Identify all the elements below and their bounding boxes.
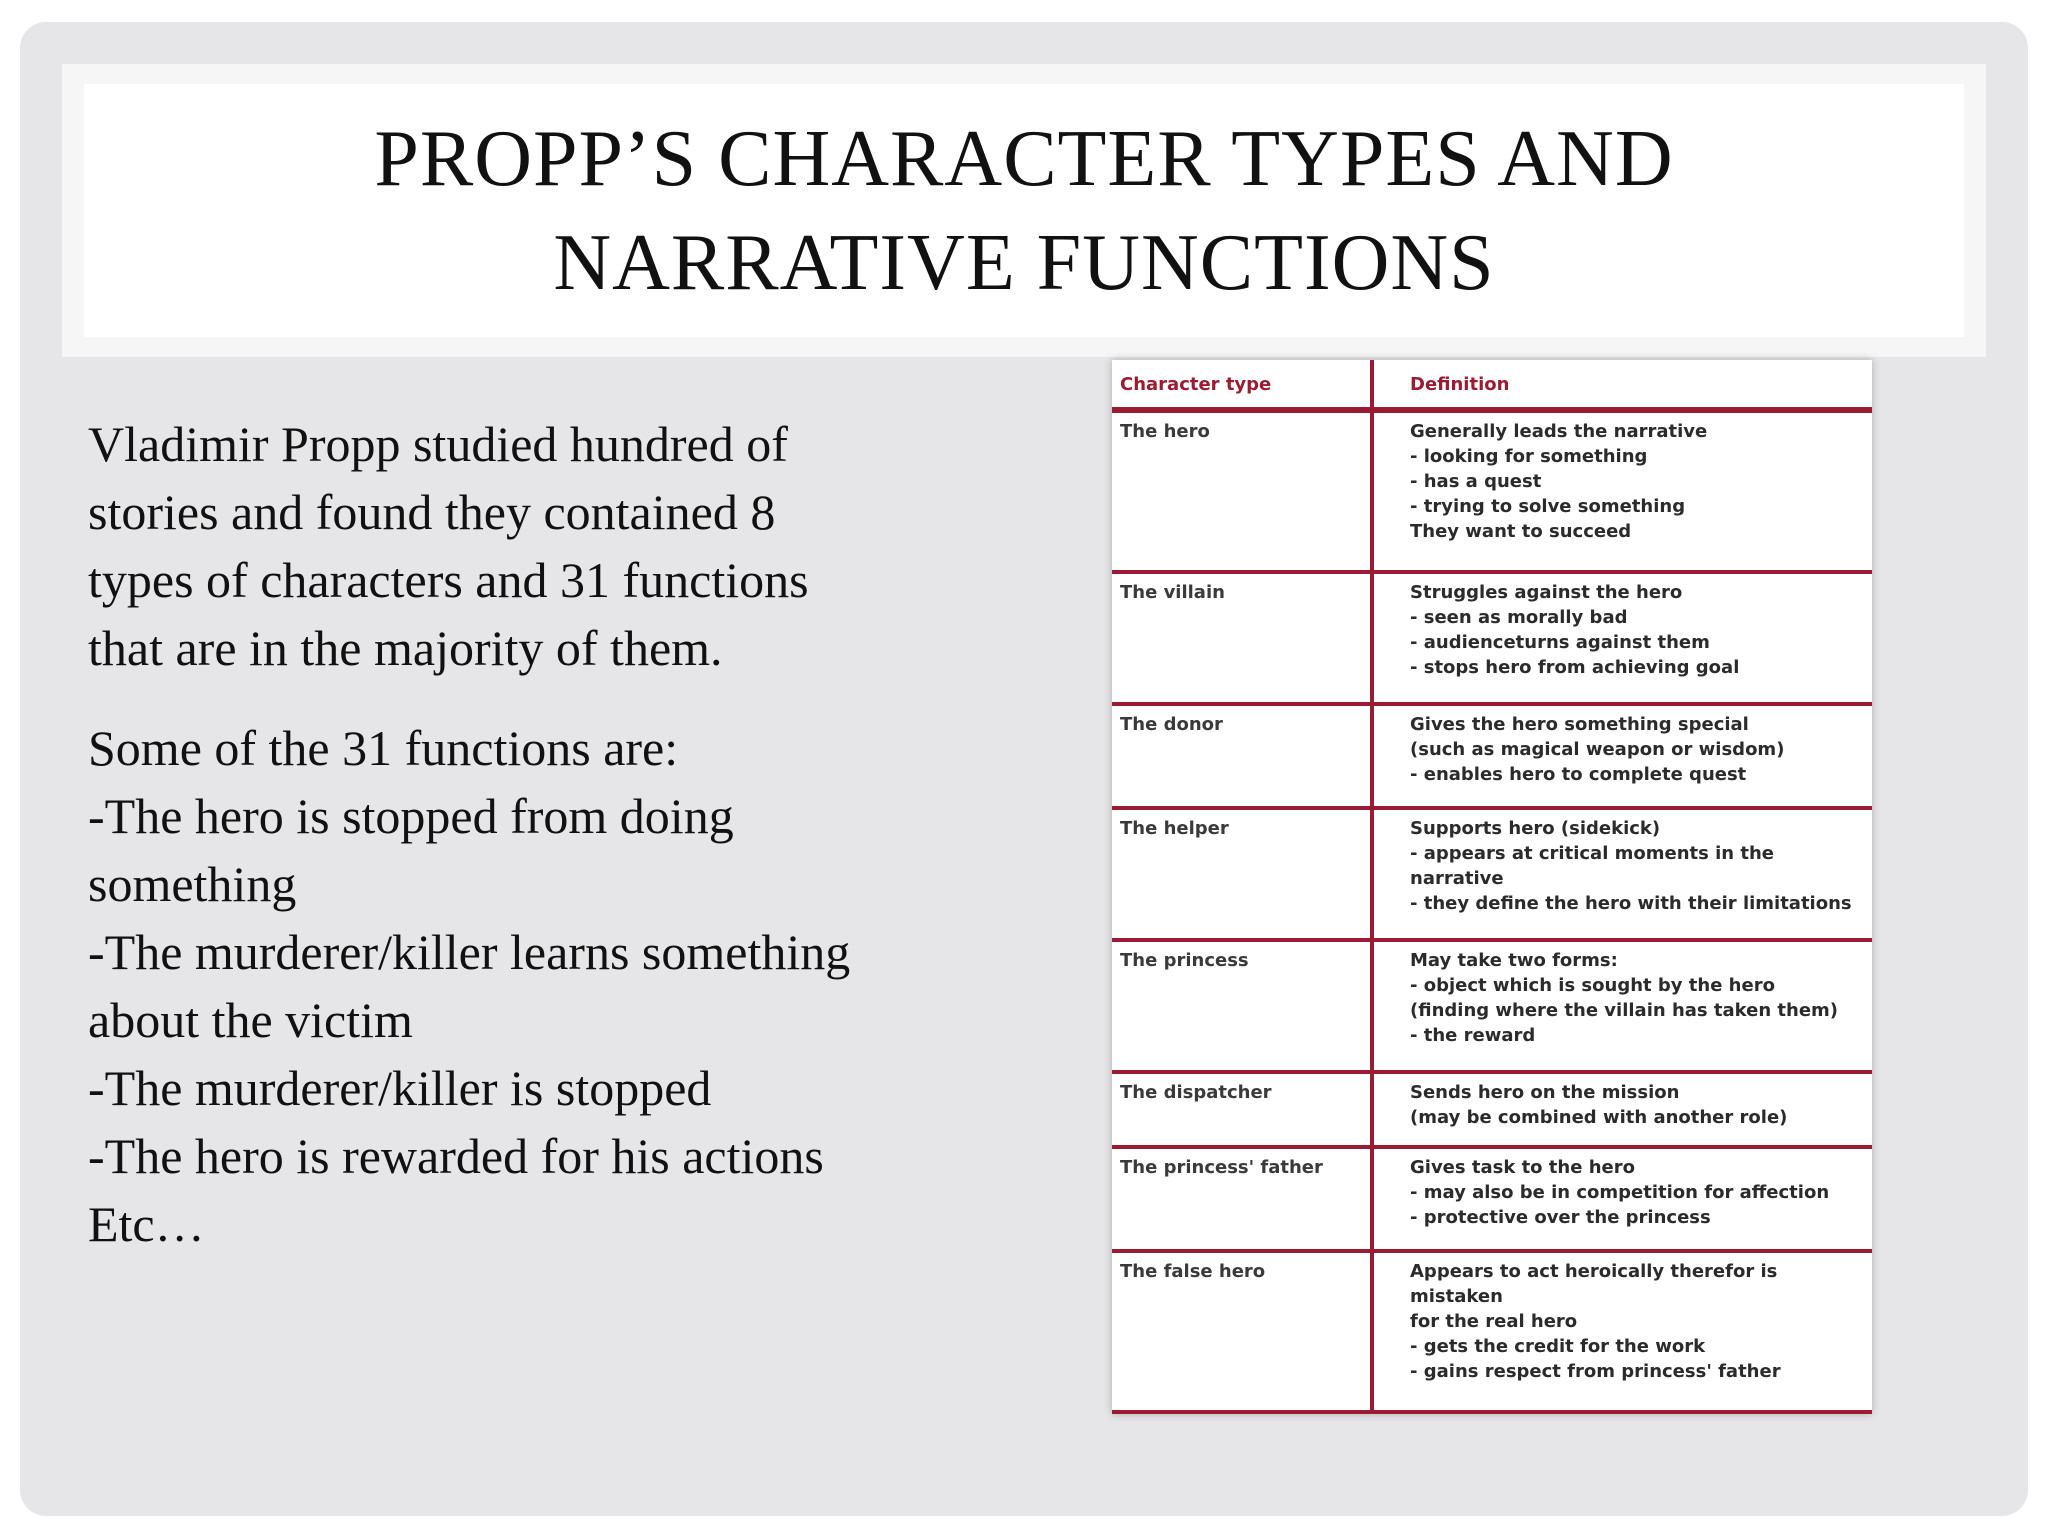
header-definition: Definition	[1372, 360, 1872, 410]
definition-cell	[1372, 1072, 1872, 1147]
character-type-cell: The princess	[1112, 940, 1372, 1072]
character-type-cell: The dispatcher	[1112, 1072, 1372, 1147]
slide-title	[374, 107, 1673, 315]
definition-line: - the reward	[1410, 1025, 1536, 1047]
definition-line: - trying to solve something	[1410, 496, 1686, 517]
definition-line: - they define the hero with their limitations	[1410, 892, 1852, 914]
title-band	[62, 64, 1986, 357]
table-row	[1112, 704, 1872, 808]
character-type-cell: The donor	[1112, 704, 1372, 808]
header-character-type: Character type	[1112, 360, 1372, 410]
functions-line: Etc…	[88, 1196, 205, 1252]
slide-title-line-2: NARRATIVE FUNCTIONS	[553, 218, 1495, 307]
definition-line: (may be combined with another role)	[1410, 1107, 1788, 1129]
definition-line: - audienceturns against them	[1410, 631, 1710, 653]
definition-line: - seen as morally bad	[1410, 606, 1628, 628]
definition-line: - stops hero from achieving goal	[1410, 656, 1740, 678]
definition-line: May take two forms:	[1410, 950, 1618, 972]
definition-line: - gets the credit for the work	[1410, 1336, 1706, 1358]
table-row	[1112, 572, 1872, 704]
definition-line: (finding where the villain has taken them)	[1410, 1000, 1839, 1022]
table-row	[1112, 1072, 1872, 1147]
table-row	[1112, 1251, 1872, 1412]
character-types-table-image	[1112, 360, 1872, 1414]
definition-cell	[1372, 1147, 1872, 1251]
definition-line: for the real hero	[1410, 1311, 1578, 1333]
definition-cell	[1372, 704, 1872, 808]
definition-line: Struggles against the hero	[1410, 581, 1683, 603]
definition-cell	[1372, 808, 1872, 940]
definition-line: Supports hero (sidekick)	[1410, 817, 1661, 839]
definition-line: Generally leads the narrative	[1410, 421, 1708, 442]
definition-line: - has a quest	[1410, 471, 1542, 492]
definition-line: Gives task to the hero	[1410, 1157, 1635, 1179]
definition-line: - object which is sought by the hero	[1410, 975, 1775, 997]
intro-line: types of characters and 31 functions	[88, 552, 809, 608]
character-type-cell: The hero	[1112, 410, 1372, 572]
table-row	[1112, 410, 1872, 572]
body-text	[88, 410, 1048, 1290]
definition-line: Gives the hero something special	[1410, 714, 1749, 736]
functions-line: -The hero is rewarded for his actions	[88, 1128, 824, 1184]
character-type-cell: The princess' father	[1112, 1147, 1372, 1251]
functions-paragraph	[88, 714, 1048, 1258]
intro-paragraph	[88, 410, 1048, 682]
functions-line: about the victim	[88, 992, 413, 1048]
functions-line: -The murderer/killer is stopped	[88, 1060, 712, 1116]
definition-line: - looking for something	[1410, 446, 1648, 467]
definition-cell	[1372, 940, 1872, 1072]
definition-line: - protective over the princess	[1410, 1207, 1711, 1229]
definition-line: - enables hero to complete quest	[1410, 764, 1747, 786]
definition-cell	[1372, 410, 1872, 572]
definition-line: Appears to act heroically therefor is mistaken	[1410, 1261, 1778, 1308]
character-types-table	[1112, 360, 1872, 1414]
intro-line: stories and found they contained 8	[88, 484, 776, 540]
functions-line: -The hero is stopped from doing	[88, 788, 734, 844]
definition-line: - may also be in competition for affection	[1410, 1182, 1830, 1204]
intro-line: Vladimir Propp studied hundred of	[88, 416, 788, 472]
title-box	[84, 84, 1964, 337]
definition-cell	[1372, 572, 1872, 704]
functions-line: -The murderer/killer learns something	[88, 924, 851, 980]
table-row	[1112, 1147, 1872, 1251]
intro-line: that are in the majority of them.	[88, 620, 723, 676]
character-type-cell: The villain	[1112, 572, 1372, 704]
definition-line: - gains respect from princess' father	[1410, 1361, 1781, 1383]
definition-line: (such as magical weapon or wisdom)	[1410, 739, 1785, 761]
functions-line: something	[88, 856, 297, 912]
definition-cell	[1372, 1251, 1872, 1412]
functions-line: Some of the 31 functions are:	[88, 720, 679, 776]
definition-line: They want to succeed	[1410, 521, 1632, 542]
table-body	[1112, 410, 1872, 1412]
table-header-row	[1112, 360, 1872, 410]
definition-line: - appears at critical moments in the narrative	[1410, 842, 1774, 889]
character-type-cell: The false hero	[1112, 1251, 1372, 1412]
character-type-cell: The helper	[1112, 808, 1372, 940]
slide-title-line-1: PROPP’S CHARACTER TYPES AND	[374, 114, 1674, 203]
definition-line: Sends hero on the mission	[1410, 1082, 1680, 1104]
table-row	[1112, 940, 1872, 1072]
table-row	[1112, 808, 1872, 940]
